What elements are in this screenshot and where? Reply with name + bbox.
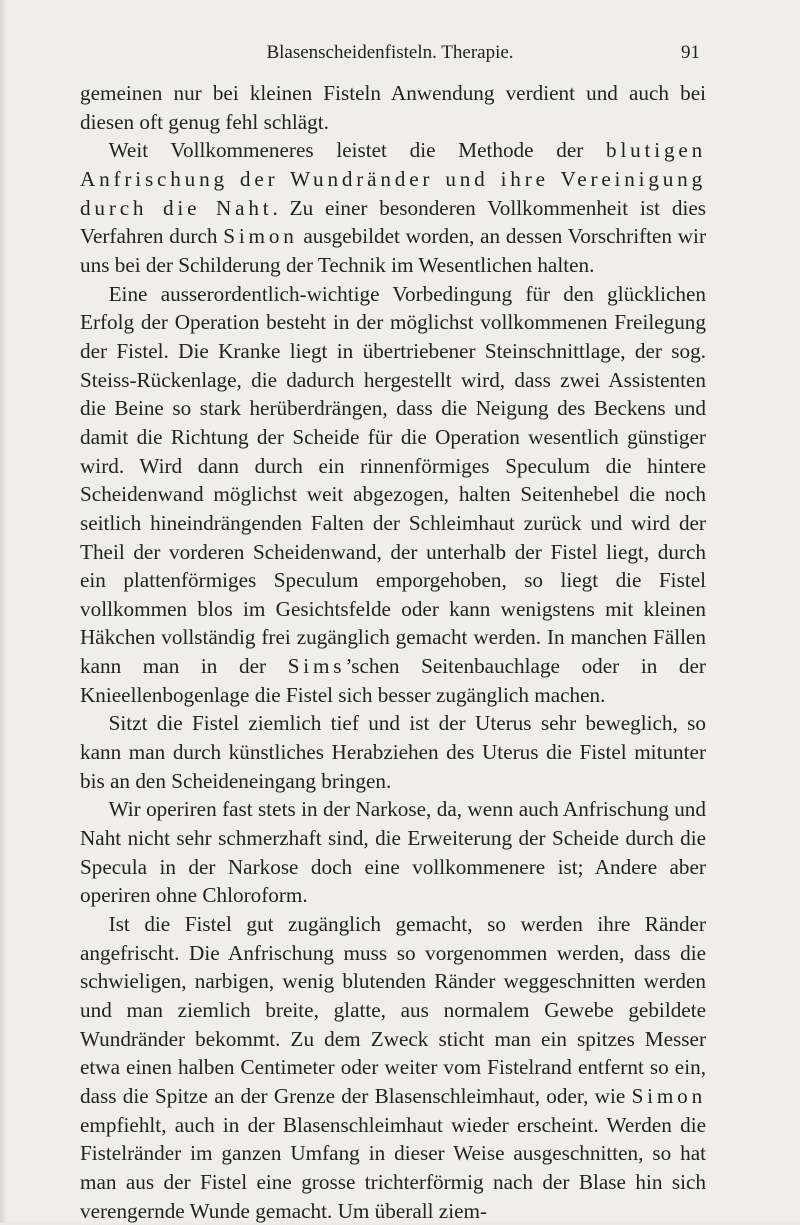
paragraph-4-text: Sitzt die Fistel ziemlich tief und ist der Uterus sehr beweglich, so kann man durch künstliches Herabziehen des Uterus die Fistel mitunter bis an den Scheideneingang bringen. [80, 711, 706, 793]
page-edge-shadow [0, 0, 8, 1223]
paragraph-2-spaced-method: blutigen Anfrischung der Wundränder und ihre Vereinigung durch die Naht [80, 138, 706, 220]
page-number: 91 [681, 42, 700, 63]
paragraph-4 [80, 709, 706, 795]
paragraph-6-text-a: Ist die Fistel gut zugänglich gemacht, so werden ihre Ränder angefrischt. Die Anfrischung muss so vorgenommen werden, dass die schwieligen, narbigen, wenig blutenden Ränder weggeschnitten werden und man ziemlich breite, glatte, aus normalem Gewebe gebildete Wundränder bekommt. Zu dem Zweck sticht man ein spitzes Messer etwa einen halben Centimeter oder weiter vom Fistelrand entfernt so ein, dass die Spitze an der Grenze der Blasenschleimhaut, oder, wie [80, 912, 706, 1108]
paragraph-2 [80, 136, 706, 279]
paragraph-6-text-c: empfiehlt, auch in der Blasenschleimhaut wieder erscheint. Werden die Fistelränder im ganzen Umfang in dieser Weise ausgeschnitten, so hat man aus der Fistel eine grosse trichterförmig nach der Blase hin sich verengernde Wunde gemacht. Um überall ziem- [80, 1112, 706, 1223]
paragraph-6 [80, 910, 706, 1225]
running-header-title: Blasenscheidenfisteln. Therapie. [266, 42, 514, 63]
paragraph-6-spaced-name: Simon [631, 1083, 706, 1108]
paragraph-2-text-a: Weit Vollkommeneres leistet die Methode der [108, 138, 607, 163]
paragraph-3-spaced-name: Sims [287, 654, 346, 679]
paragraph-3-text-c: ’schen Seitenbauchlage oder in der Knieellenbogenlage die Fistel sich besser zugänglich machen. [80, 654, 706, 707]
body-text [80, 79, 706, 1225]
paragraph-2-text-c: . Zu einer besonderen Vollkommenheit ist dies Verfahren durch [80, 195, 706, 249]
paragraph-2-spaced-name: Simon [223, 224, 298, 249]
running-header [80, 42, 700, 72]
paragraph-2-text-e: ausgebildet worden, an dessen Vorschriften wir uns bei der Schilderung der Technik im Wesentlichen halten. [80, 224, 706, 277]
paragraph-5-text: Wir operiren fast stets in der Narkose, da, wenn auch Anfrischung und Naht nicht sehr schmerzhaft sind, die Erweiterung der Scheide durch die Specula in der Narkose doch eine vollkommenere ist; Andere aber operiren ohne Chloroform. [80, 797, 706, 908]
paragraph-1 [80, 79, 706, 136]
paragraph-3 [80, 280, 706, 710]
paragraph-1-text: gemeinen nur bei kleinen Fisteln Anwendung verdient und auch bei diesen oft genug fehl schlägt. [80, 81, 706, 134]
paragraph-3-text-a: Eine ausserordentlich-wichtige Vorbedingung für den glücklichen Erfolg der Operation besteht in der möglichst vollkommenen Freilegung der Fistel. Die Kranke liegt in übertriebener Steinschnittlage, der sog. Steiss-Rückenlage, die dadurch hergestellt wird, dass zwei Assistenten die Beine so stark herüberdrängen, dass die Neigung des Beckens und damit die Richtung der Scheide für die Operation wesentlich günstiger wird. Wird dann durch ein rinnenförmiges Speculum die hintere Scheidenwand möglichst weit abgezogen, halten Seitenhebel die noch seitlich hineindrängenden Falten der Schleimhaut zurück und wird der Theil der vorderen Scheidenwand, der unterhalb der Fistel liegt, durch ein plattenförmiges Speculum emporgehoben, so liegt die Fistel vollkommen blos im Gesichtsfelde oder kann wenigstens mit kleinen Häkchen vollständig frei zugänglich gemacht werden. In manchen Fällen kann man in der [80, 281, 706, 679]
paragraph-5 [80, 795, 706, 910]
